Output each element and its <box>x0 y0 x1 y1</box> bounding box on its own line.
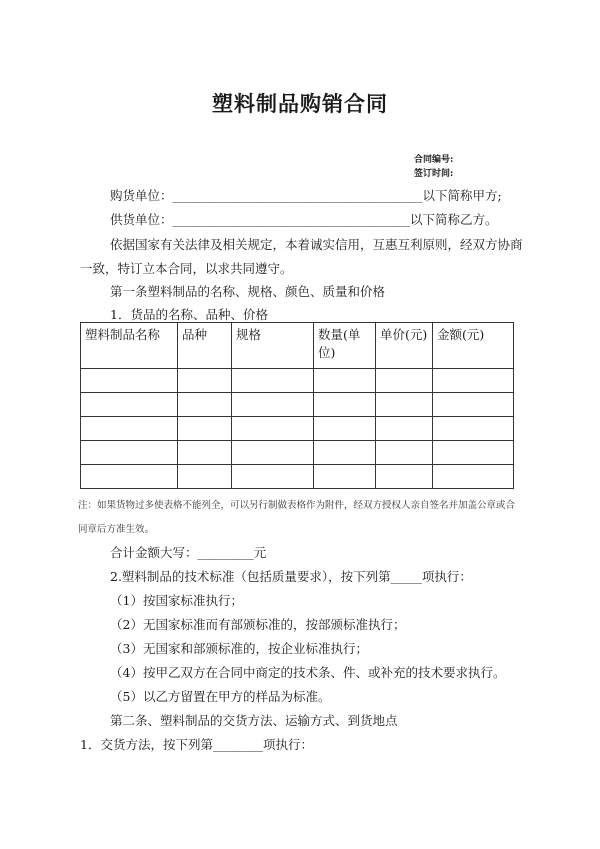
seller-line: 供货单位：______________________________________以下简称乙方。 <box>110 212 498 227</box>
tech-standard-item: （4）按甲乙双方在合同中商定的技术条、件、或补充的技术要求执行。 <box>110 665 506 680</box>
article-1-heading: 第一条塑料制品的名称、规格、颜色、质量和价格 <box>110 284 386 299</box>
table-row <box>81 369 514 393</box>
contract-number-label: 合同编号: <box>414 155 454 165</box>
tech-standard-item: （1）按国家标准执行； <box>110 593 243 608</box>
header-quantity-unit: 数量(单位) <box>314 323 376 369</box>
table-note: 注：如果货物过多使表格不能列全，可以另行制做表格作为附件，经双方授权人亲自签名并加盖公章或合同章后方准生效。 <box>78 500 516 535</box>
table-row <box>81 417 514 441</box>
header-amount: 金额(元) <box>433 323 514 369</box>
document-title: 塑料制品购销合同 <box>212 92 388 116</box>
table-row <box>81 465 514 489</box>
article-2-heading: 第二条、塑料制品的交货方法、运输方式、到货地点 <box>110 713 398 728</box>
total-amount-line: 合计金额大写：_________元 <box>110 545 267 560</box>
buyer-line: 购货单位：________________________________________以下简称甲方; <box>110 188 502 203</box>
tech-standard-item: （2）无国家标准而有部颁标准的，按部颁标准执行； <box>110 617 406 632</box>
intro-line-2: 一致，特订立本合同，以求共同遵守。 <box>80 261 293 276</box>
intro-line-1: 依据国家有关法律及相关规定，本着诚实信用，互惠互利原则，经双方协商 <box>110 237 523 252</box>
table-row <box>81 393 514 417</box>
table-header-row <box>81 323 514 369</box>
header-product-name: 塑料制品名称 <box>81 323 178 369</box>
header-variety: 品种 <box>178 323 232 369</box>
tech-standard-item: （5）以乙方留置在甲方的样品为标准。 <box>110 689 331 704</box>
sign-time-label: 签订时间: <box>414 169 454 179</box>
article-2-sub-1: 1．交货方法，按下列第________项执行： <box>80 737 313 752</box>
tech-standard-intro: 2.塑料制品的技术标准（包括质量要求），按下列第_____项执行： <box>110 569 472 584</box>
tech-standard-item: （3）无国家和部颁标准的，按企业标准执行； <box>110 641 368 656</box>
goods-table <box>80 322 514 489</box>
table-row <box>81 441 514 465</box>
header-specification: 规格 <box>232 323 314 369</box>
header-unit-price: 单价(元) <box>376 323 433 369</box>
article-1-sub-1: 1．货品的名称、品种、价格 <box>110 307 268 322</box>
